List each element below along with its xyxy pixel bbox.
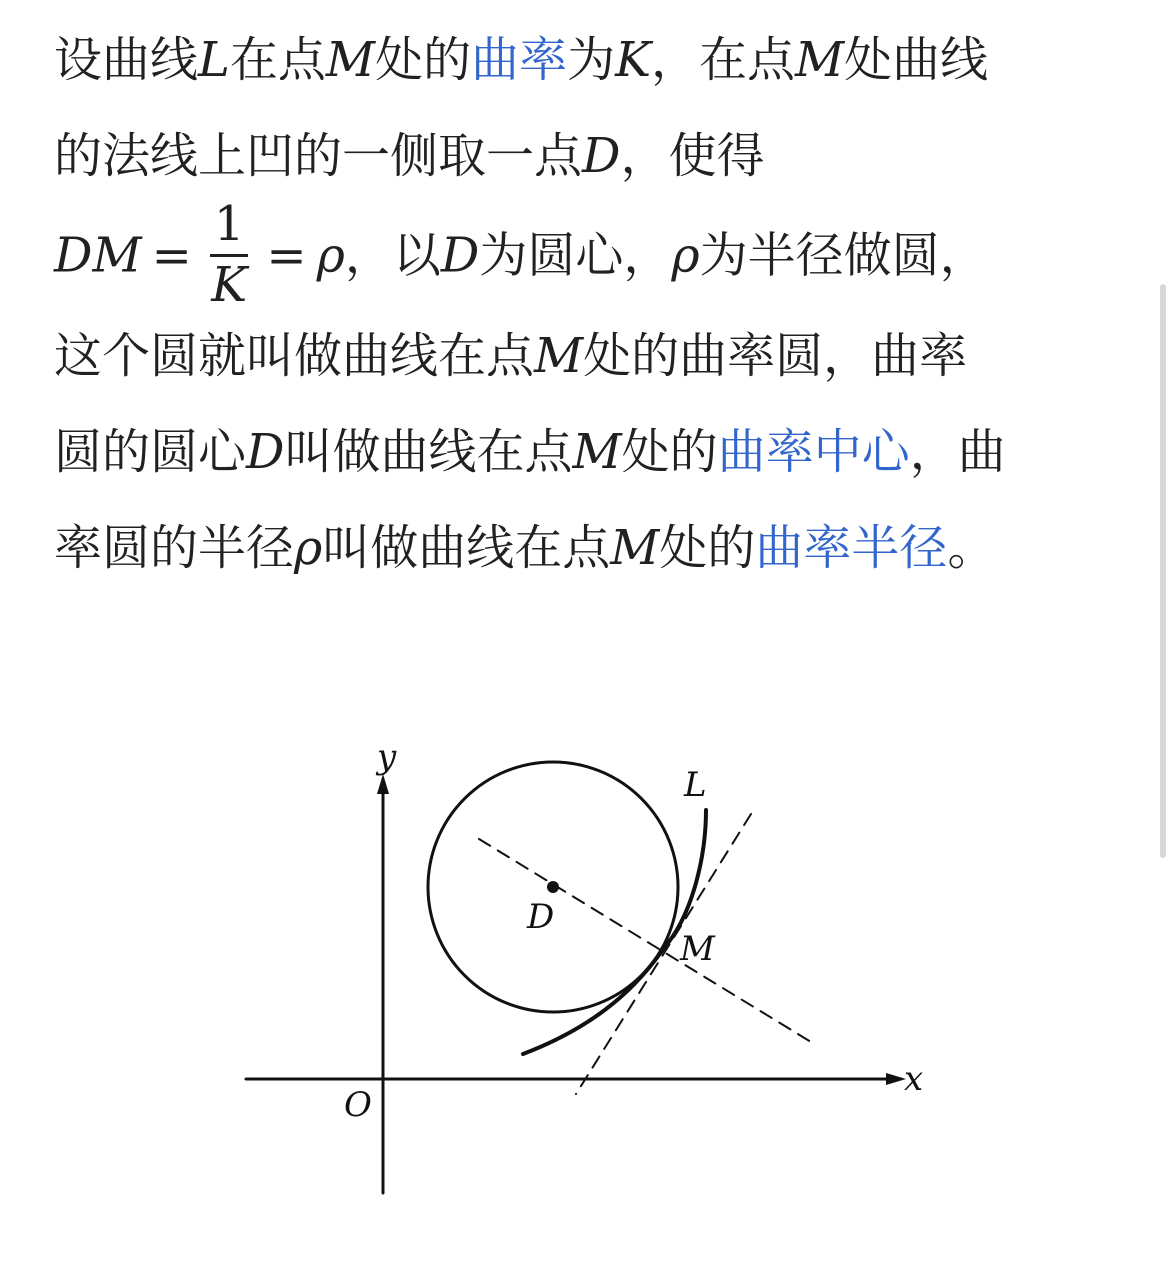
- math-M: M: [572, 424, 622, 480]
- paragraph-line-1: [54, 12, 1129, 108]
- text: ，使得: [620, 128, 765, 184]
- equals-sign: =: [266, 227, 307, 284]
- text: 处的: [659, 520, 756, 576]
- math-M: M: [325, 32, 376, 88]
- text: 的法线上凹的一侧取一点: [54, 128, 583, 184]
- article-body: [54, 12, 1129, 596]
- label-O: O: [344, 1085, 372, 1125]
- math-D: D: [582, 128, 621, 184]
- math-DM: DM: [54, 227, 142, 284]
- text: 为圆心，: [479, 227, 672, 284]
- paragraph-line-4: [54, 308, 1129, 404]
- text: 处曲线: [844, 32, 989, 88]
- text: 处的曲率圆，曲率: [583, 328, 968, 384]
- text: 率圆的半径: [54, 520, 295, 576]
- paragraph-line-2: [54, 108, 1129, 204]
- label-D: D: [527, 897, 555, 937]
- equals-sign: =: [151, 227, 192, 284]
- text: 处的: [375, 32, 472, 88]
- text: 处的: [621, 424, 718, 480]
- curvature-center-link[interactable]: 曲率中心: [717, 424, 910, 480]
- text: 。: [947, 520, 996, 576]
- math-rho: ρ: [316, 227, 345, 284]
- text: 为半径做圆，: [699, 227, 988, 284]
- y-axis-arrow: [377, 774, 389, 794]
- math-rho: ρ: [671, 227, 700, 284]
- text: 这个圆就叫做曲线在点: [54, 328, 535, 384]
- text: 设曲线: [54, 32, 199, 88]
- paragraph-line-5: [54, 404, 1129, 500]
- math-rho: ρ: [294, 520, 323, 576]
- center-point-D: [547, 881, 559, 893]
- label-L: L: [684, 765, 707, 805]
- tangent-line: [576, 814, 751, 1094]
- x-axis-arrow: [886, 1073, 906, 1085]
- normal-line: [479, 839, 811, 1042]
- math-M: M: [610, 520, 660, 576]
- curvature-radius-link[interactable]: 曲率半径: [755, 520, 948, 576]
- text: ，在点: [650, 32, 795, 88]
- text: 为: [567, 32, 616, 88]
- text: 圆的圆心: [54, 424, 247, 480]
- text: 叫做曲线在点: [284, 424, 573, 480]
- text: ，以: [344, 227, 441, 284]
- math-K: K: [615, 32, 651, 88]
- label-y: y: [377, 738, 397, 777]
- text: 在点: [229, 32, 326, 88]
- fraction-numerator: 1: [213, 196, 245, 252]
- label-M: M: [680, 929, 715, 969]
- curvature-circle-figure: [236, 738, 936, 1208]
- paragraph-line-6: [54, 500, 1129, 596]
- math-D: D: [440, 227, 480, 284]
- math-D: D: [246, 424, 285, 480]
- math-M: M: [794, 32, 845, 88]
- text: 叫做曲线在点: [322, 520, 611, 576]
- text: ，曲: [909, 424, 1006, 480]
- fraction-one-over-K: [210, 196, 249, 313]
- math-M: M: [534, 328, 584, 384]
- label-x: x: [904, 1059, 924, 1099]
- formula-line: [54, 196, 1129, 313]
- fraction-denominator: K: [211, 257, 248, 313]
- curvature-link[interactable]: 曲率: [471, 32, 568, 88]
- math-L: L: [198, 32, 230, 88]
- page-scrollbar[interactable]: [1160, 284, 1166, 858]
